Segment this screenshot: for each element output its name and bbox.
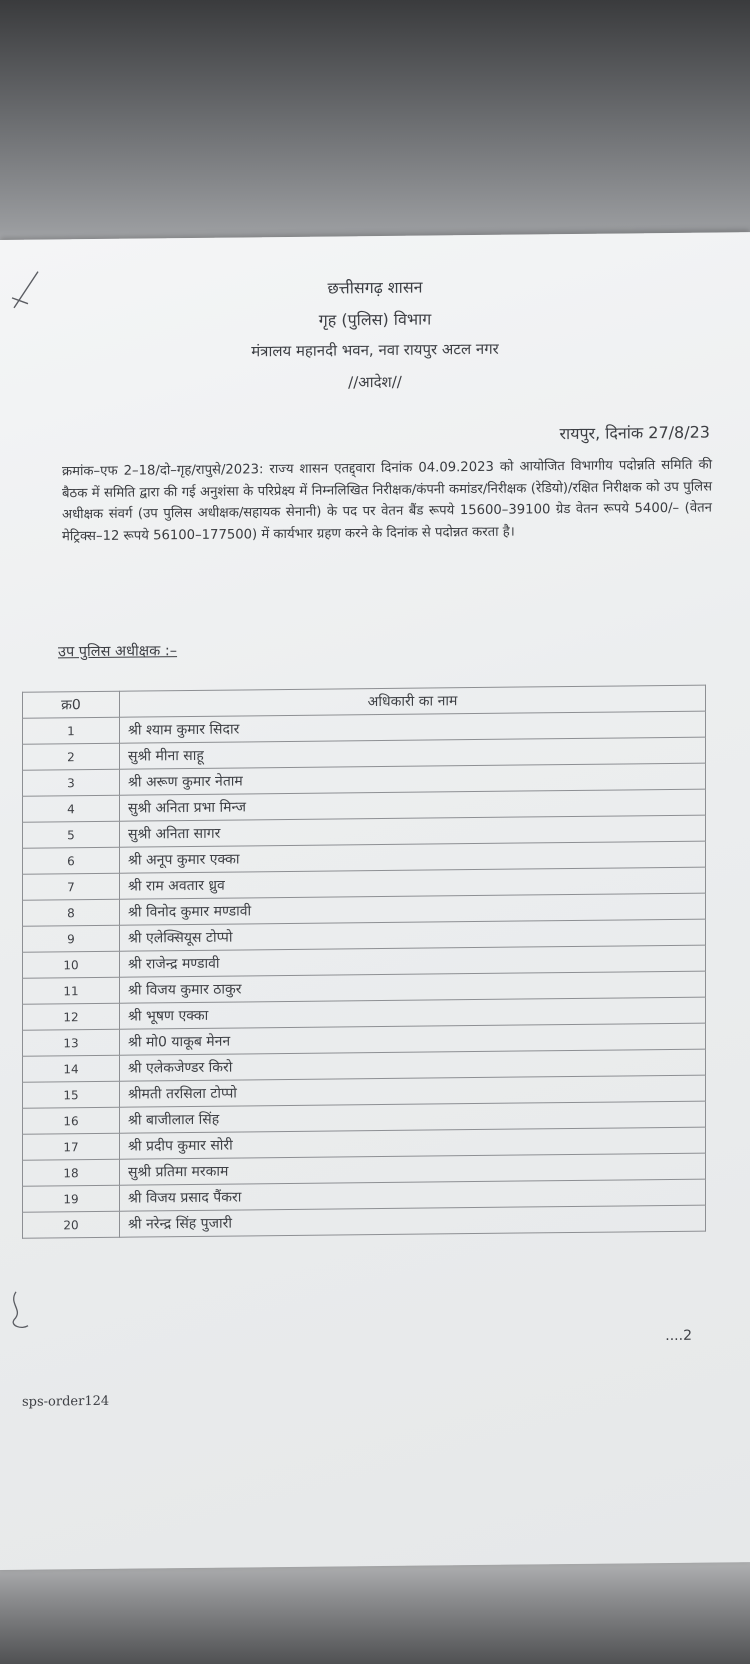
officer-name: सुश्री अनिता सागर xyxy=(120,815,706,847)
header-government: छत्तीसगढ़ शासन xyxy=(327,277,423,298)
row-serial: 17 xyxy=(23,1133,120,1160)
row-serial: 18 xyxy=(23,1159,120,1186)
officer-name: सुश्री अनिता प्रभा मिन्ज xyxy=(120,789,706,821)
officer-name: श्री विजय प्रसाद पैंकरा xyxy=(120,1179,706,1211)
row-serial: 8 xyxy=(23,899,120,926)
row-serial: 13 xyxy=(23,1029,120,1056)
officer-name: श्री भूषण एक्का xyxy=(120,997,706,1029)
document-reference: sps-order124 xyxy=(22,1393,110,1410)
officer-name: श्री अनूप कुमार एक्का xyxy=(120,841,706,873)
officer-name: श्री विनोद कुमार मण्डावी xyxy=(120,893,706,925)
header-order-title: //आदेश// xyxy=(348,372,402,392)
row-serial: 10 xyxy=(23,951,120,978)
header-address: मंत्रालय महानदी भवन, नवा रायपुर अटल नगर xyxy=(251,339,499,361)
officer-name: श्री नरेन्द्र सिंह पुजारी xyxy=(120,1205,706,1237)
signature-mark xyxy=(6,1290,36,1340)
row-serial: 15 xyxy=(23,1081,120,1108)
officer-name: श्री राम अवतार ध्रुव xyxy=(120,867,706,899)
page-number-marker: ....2 xyxy=(665,1327,692,1345)
officer-name: श्री मो0 याकूब मेनन xyxy=(120,1023,706,1055)
row-serial: 20 xyxy=(23,1211,120,1238)
column-header-name: अधिकारी का नाम xyxy=(120,685,706,717)
row-serial: 11 xyxy=(23,977,120,1004)
officers-table xyxy=(22,685,706,1239)
header-department: गृह (पुलिस) विभाग xyxy=(318,309,432,330)
officer-name: श्री श्याम कुमार सिदार xyxy=(120,711,706,743)
officer-name: सुश्री मीना साहू xyxy=(120,737,706,769)
officer-name: श्रीमती तरसिला टोप्पो xyxy=(120,1075,706,1107)
row-serial: 4 xyxy=(23,795,120,822)
officer-name: श्री राजेन्द्र मण्डावी xyxy=(120,945,706,977)
row-serial: 7 xyxy=(23,873,120,900)
row-serial: 1 xyxy=(23,717,120,744)
row-serial: 6 xyxy=(23,847,120,874)
officer-name: श्री बाजीलाल सिंह xyxy=(120,1101,706,1133)
document-page xyxy=(0,232,750,1570)
row-serial: 9 xyxy=(23,925,120,952)
row-serial: 5 xyxy=(23,821,120,848)
order-body-text: क्रमांक–एफ 2–18/दो–गृह/रापुसे/2023: राज्य शासन एतद्द्वारा दिनांक 04.09.2023 को आयोजित विभागीय पदोन्नति समिति की बैठक में समिति द्वारा की गई अनुशंसा के परिप्रेक्ष्य में निम्नलिखित निरीक्षक/कंपनी कमांडर/निरीक्षक (रेडियो)/रक्षित निरीक्षक को उप पुलिस अधीक्षक संवर्ग (उप पुलिस अधीक्षक/सहायक सेनानी) के पद पर वेतन बैंड रूपये 15600–39100 ग्रेड वेतन रूपये 5400/– (वेतन मेट्रिक्स–12 रूपये 56100–177500) में कार्यभार ग्रहण करने के दिनांक से पदोन्नत करता है। xyxy=(62,457,712,544)
row-serial: 19 xyxy=(23,1185,120,1212)
officer-name: श्री प्रदीप कुमार सोरी xyxy=(120,1127,706,1159)
officer-name: सुश्री प्रतिमा मरकाम xyxy=(120,1153,706,1185)
row-serial: 3 xyxy=(23,769,120,796)
officer-name: श्री अरूण कुमार नेताम xyxy=(120,763,706,795)
row-serial: 16 xyxy=(23,1107,120,1134)
order-date: रायपुर, दिनांक 27/8/23 xyxy=(559,422,710,444)
officer-name: श्री एलेक्सियूस टोप्पो xyxy=(120,919,706,951)
row-serial: 2 xyxy=(23,743,120,770)
officer-name: श्री एलेकजेण्डर किरो xyxy=(120,1049,706,1081)
section-title: उप पुलिस अधीक्षक :– xyxy=(58,643,178,661)
row-serial: 14 xyxy=(23,1055,120,1082)
column-header-serial: क्र0 xyxy=(23,691,120,718)
row-serial: 12 xyxy=(23,1003,120,1030)
officer-name: श्री विजय कुमार ठाकुर xyxy=(120,971,706,1003)
